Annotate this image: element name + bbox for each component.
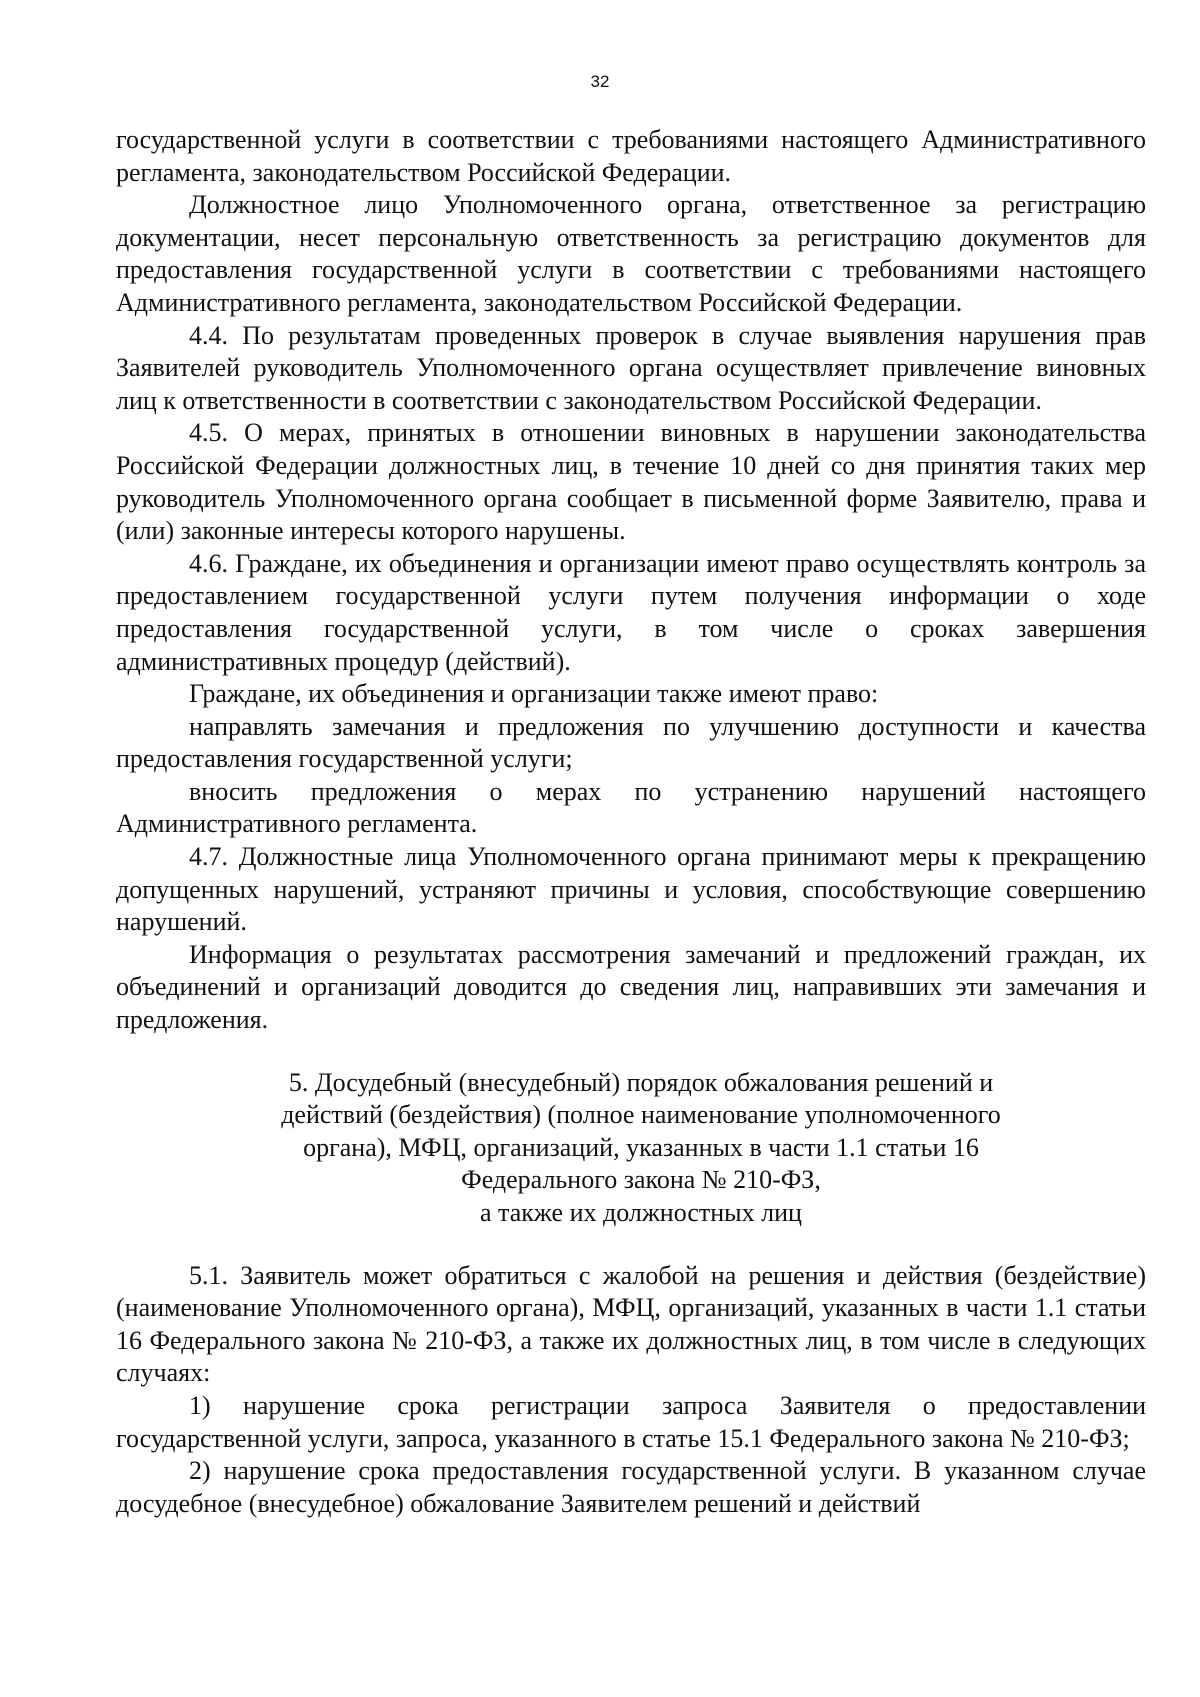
document-body [116, 124, 1146, 1520]
paragraph-5-1: 5.1. Заявитель может обратиться с жалобой на решения и действия (бездействие) (наименование Уполномоченного органа), МФЦ, организаций, указанных в части 1.1 статьи 16 Федерального закона № 210-ФЗ, а также их должностных лиц, в том числе в следующих случаях: [116, 1260, 1146, 1388]
paragraph: вносить предложения о мерах по устранению нарушений настоящего Административного регламента. [116, 776, 1146, 839]
paragraph: Информация о результатах рассмотрения замечаний и предложений граждан, их объединений и организаций доводится до сведения лиц, направивших эти замечания и предложения. [116, 939, 1146, 1035]
heading-line: Федерального закона № 210-ФЗ, [461, 1165, 821, 1195]
page-number: 32 [590, 72, 610, 91]
paragraph-4-7: 4.7. Должностные лица Уполномоченного органа принимают меры к прекращению допущенных нарушений, устраняют причины и условия, способствующие совершению нарушений. [116, 842, 1146, 937]
heading-line: 5. Досудебный (внесудебный) порядок обжалования решений и [288, 1067, 994, 1097]
heading-line: а также их должностных лиц [480, 1198, 802, 1227]
paragraph-4-4: 4.4. По результатам проведенных проверок в случае выявления нарушения прав Заявителей руководитель Уполномоченного органа осуществляет привлечение виновных лиц к ответственности в соответствии с законодательством Российской Федерации. [116, 320, 1146, 415]
paragraph: государственной услуги в соответствии с требованиями настоящего Административного регламента, законодательством Российской Федерации. [116, 125, 1146, 187]
paragraph-4-5: 4.5. О мерах, принятых в отношении виновных в нарушении законодательства Российской Федерации должностных лиц, в течение 10 дней со дня принятия таких мер руководитель Уполномоченного органа сообщает в письменной форме Заявителю, права и (или) законные интересы которого нарушены. [116, 418, 1146, 546]
paragraph: Граждане, их объединения и организации также имеют право: [189, 679, 879, 709]
heading-line: органа), МФЦ, организаций, указанных в части 1.1 статьи 16 [303, 1132, 979, 1162]
list-item: 1) нарушение срока регистрации запроса Заявителя о предоставлении государственной услуги, запроса, указанного в статье 15.1 Федерального закона № 210-ФЗ; [116, 1390, 1146, 1453]
list-item: 2) нарушение срока предоставления государственной услуги. В указанном случае досудебное (внесудебное) обжалование Заявителем решений и действий [116, 1456, 1146, 1518]
heading-line: действий (бездействия) (полное наименование уполномоченного [281, 1100, 1001, 1130]
section-5-heading [116, 1067, 1146, 1230]
paragraph: направлять замечания и предложения по улучшению доступности и качества предоставления государственной услуги; [116, 711, 1146, 774]
paragraph-4-6: 4.6. Граждане, их объединения и организации имеют право осуществлять контроль за предоставлением государственной услуги путем получения информации о ходе предоставления государственной услуги, в том числе о сроках завершения административных процедур (действий). [116, 548, 1146, 676]
paragraph: Должностное лицо Уполномоченного органа, ответственное за регистрацию документации, несет персональную ответственность за регистрацию документов для предоставления государственной услуги в соответствии с требованиями настоящего Административного регламента, законодательством Российской Федерации. [116, 190, 1146, 317]
